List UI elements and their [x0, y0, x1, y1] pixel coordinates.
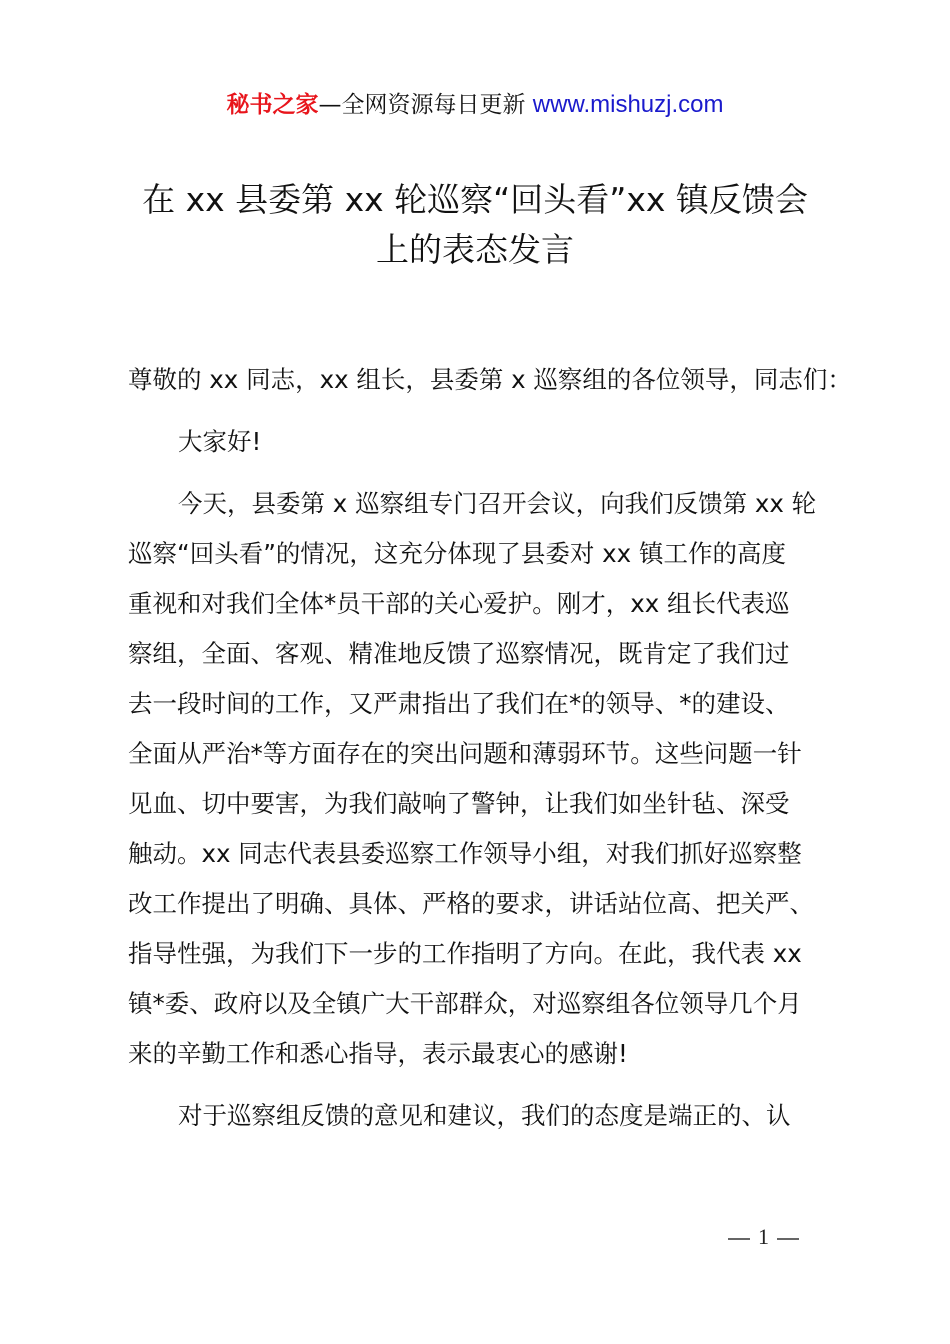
site-banner	[0, 88, 950, 122]
banner-tagline: —全网资源每日更新	[318, 92, 533, 118]
paragraph-line: 镇*委、政府以及全镇广大干部群众，对巡察组各位领导几个月	[128, 989, 802, 1018]
paragraph-line: 触动。xx 同志代表县委巡察工作领导小组，对我们抓好巡察整	[128, 839, 802, 868]
brand-name: 秘书之家	[226, 92, 319, 118]
salutation: 尊敬的 xx 同志，xx 组长，县委第 x 巡察组的各位领导，同志们：	[128, 365, 852, 394]
paragraph-line: 全面从严治*等方面存在的突出问题和薄弱环节。这些问题一针	[128, 739, 802, 768]
dash-left	[728, 1238, 750, 1240]
paragraph-line: 来的辛勤工作和悉心指导，表示最衷心的感谢!	[128, 1039, 628, 1068]
greeting: 大家好!	[178, 427, 262, 456]
title-line: 上的表态发言	[376, 230, 574, 269]
document-body	[128, 362, 852, 1148]
paragraph-line: 改工作提出了明确、具体、严格的要求，讲话站位高、把关严、	[128, 889, 814, 918]
paragraph-2	[128, 1098, 838, 1148]
paragraph-line: 见血、切中要害，为我们敲响了警钟，让我们如坐针毡、深受	[128, 789, 790, 818]
title-line: 在 xx 县委第 xx 轮巡察“回头看”xx 镇反馈会	[142, 180, 808, 219]
paragraph-line: 去一段时间的工作，又严肃指出了我们在*的领导、*的建设、	[128, 689, 790, 718]
paragraph-1	[128, 486, 838, 1086]
paragraph-line: 今天，县委第 x 巡察组专门召开会议，向我们反馈第 xx 轮	[178, 489, 817, 518]
paragraph-line: 对于巡察组反馈的意见和建议，我们的态度是端正的、认	[178, 1101, 791, 1130]
paragraph-line: 巡察“回头看”的情况，这充分体现了县委对 xx 镇工作的高度	[128, 539, 786, 568]
page-number-value: 1	[758, 1224, 769, 1249]
paragraph-line: 重视和对我们全体*员干部的关心爱护。刚才，xx 组长代表巡	[128, 589, 790, 618]
paragraph-line: 察组，全面、客观、精准地反馈了巡察情况，既肯定了我们过	[128, 639, 790, 668]
page-number	[720, 1224, 807, 1250]
paragraph-line: 指导性强，为我们下一步的工作指明了方向。在此，我代表 xx	[128, 939, 802, 968]
dash-right	[777, 1238, 799, 1240]
site-url-link[interactable]: www.mishuzj.com	[532, 91, 724, 118]
document-title	[0, 182, 950, 282]
